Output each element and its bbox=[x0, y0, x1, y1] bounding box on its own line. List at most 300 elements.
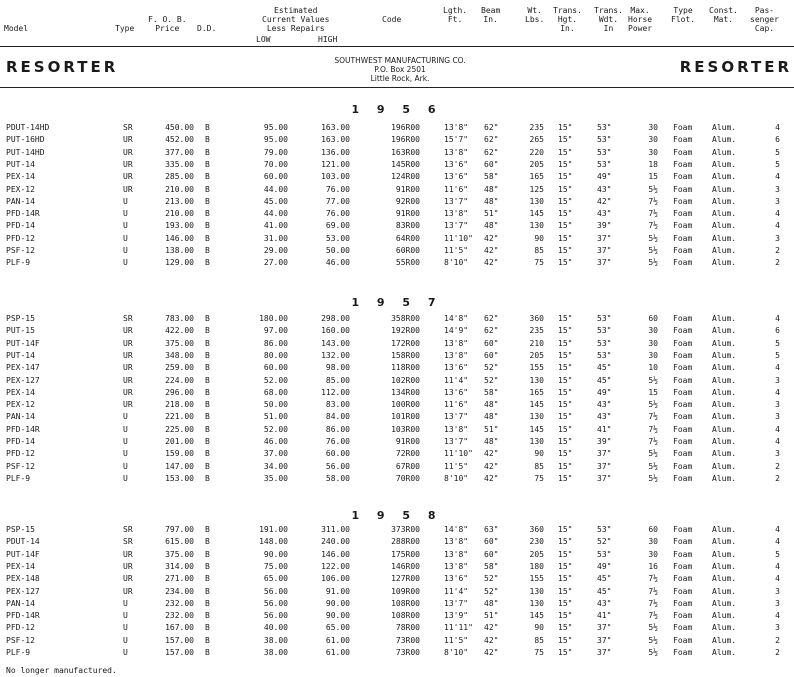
cell-cap: 3 bbox=[775, 598, 780, 608]
cell-trw: 37" bbox=[597, 233, 612, 243]
cell-hp: 5½ bbox=[648, 233, 658, 243]
cell-high: 53.00 bbox=[325, 233, 350, 243]
cell-dd: B bbox=[205, 635, 210, 645]
cell-trh: 15" bbox=[558, 598, 573, 608]
cell-type: U bbox=[123, 449, 128, 459]
cell-mat: Alum. bbox=[712, 400, 737, 410]
cell-trw: 53" bbox=[597, 326, 612, 336]
cell-price: 348.00 bbox=[165, 350, 194, 360]
cell-mat: Alum. bbox=[712, 258, 737, 268]
cell-trw: 37" bbox=[597, 258, 612, 268]
cell-price: 153.00 bbox=[165, 473, 194, 483]
cell-price: 335.00 bbox=[165, 159, 194, 169]
cell-lgth: 11'5" bbox=[444, 246, 469, 255]
cell-wt: 130 bbox=[529, 221, 544, 231]
cell-code: 108R00 bbox=[391, 598, 420, 608]
cell-dd: B bbox=[205, 561, 210, 571]
cell-type: UR bbox=[123, 326, 133, 336]
cell-type: U bbox=[123, 246, 128, 255]
header-high: HIGH bbox=[318, 35, 338, 44]
cell-flot: Foam bbox=[673, 437, 693, 446]
cell-low: 34.00 bbox=[263, 461, 288, 471]
cell-mat: Alum. bbox=[712, 172, 737, 182]
cell-dd: B bbox=[205, 586, 210, 596]
cell-trh: 15" bbox=[558, 123, 573, 132]
cell-hp: 5½ bbox=[648, 461, 658, 471]
cell-mat: Alum. bbox=[712, 209, 737, 219]
cell-beam: 62" bbox=[484, 147, 499, 157]
cell-lgth: 13'8" bbox=[444, 350, 469, 360]
cell-beam: 42" bbox=[484, 233, 499, 243]
cell-trh: 15" bbox=[558, 135, 573, 145]
cell-high: 112.00 bbox=[321, 387, 350, 397]
cell-dd: B bbox=[205, 350, 210, 360]
cell-cap: 5 bbox=[775, 549, 780, 559]
cell-wt: 85 bbox=[534, 246, 544, 255]
cell-low: 44.00 bbox=[263, 209, 288, 219]
cell-trw: 45" bbox=[597, 363, 612, 373]
table-row bbox=[0, 399, 794, 411]
cell-high: 146.00 bbox=[321, 549, 350, 559]
cell-beam: 62" bbox=[484, 326, 499, 336]
cell-flot: Foam bbox=[673, 135, 693, 145]
cell-cap: 4 bbox=[775, 363, 780, 373]
cell-price: 375.00 bbox=[165, 338, 194, 348]
table-row bbox=[0, 313, 794, 325]
cell-cap: 3 bbox=[775, 375, 780, 385]
cell-trh: 15" bbox=[558, 623, 573, 633]
cell-price: 375.00 bbox=[165, 549, 194, 559]
cell-trw: 37" bbox=[597, 449, 612, 459]
cell-high: 103.00 bbox=[321, 172, 350, 182]
cell-trh: 15" bbox=[558, 461, 573, 471]
table-row bbox=[0, 147, 794, 159]
cell-code: 127R00 bbox=[391, 574, 420, 584]
cell-cap: 2 bbox=[775, 258, 780, 268]
cell-lgth: 13'8" bbox=[444, 123, 469, 132]
cell-cap: 4 bbox=[775, 424, 780, 434]
cell-trh: 15" bbox=[558, 635, 573, 645]
cell-wt: 90 bbox=[534, 233, 544, 243]
cell-wt: 230 bbox=[529, 537, 544, 547]
cell-model: PEX-147 bbox=[6, 363, 40, 373]
cell-cap: 2 bbox=[775, 473, 780, 483]
cell-high: 60.00 bbox=[325, 449, 350, 459]
cell-price: 422.00 bbox=[165, 326, 194, 336]
cell-flot: Foam bbox=[673, 424, 693, 434]
cell-mat: Alum. bbox=[712, 424, 737, 434]
cell-type: UR bbox=[123, 338, 133, 348]
cell-beam: 62" bbox=[484, 314, 499, 323]
cell-cap: 4 bbox=[775, 172, 780, 182]
header-type: Type bbox=[115, 24, 135, 33]
cell-lgth: 11'5" bbox=[444, 635, 469, 645]
cell-code: 55R00 bbox=[395, 258, 420, 268]
cell-trw: 37" bbox=[597, 461, 612, 471]
cell-high: 122.00 bbox=[321, 561, 350, 571]
cell-price: 157.00 bbox=[165, 648, 194, 657]
cell-wt: 145 bbox=[529, 400, 544, 410]
cell-model: PEX-14 bbox=[6, 172, 35, 182]
cell-trh: 15" bbox=[558, 326, 573, 336]
cell-low: 60.00 bbox=[263, 363, 288, 373]
cell-model: PFD-14R bbox=[6, 611, 40, 621]
cell-price: 296.00 bbox=[165, 387, 194, 397]
cell-beam: 42" bbox=[484, 246, 499, 255]
cell-beam: 51" bbox=[484, 209, 499, 219]
cell-low: 65.00 bbox=[263, 574, 288, 584]
cell-low: 35.00 bbox=[263, 473, 288, 483]
year-heading: 1 9 5 7 bbox=[351, 296, 443, 309]
cell-high: 56.00 bbox=[325, 461, 350, 471]
cell-model: PFD-12 bbox=[6, 449, 35, 459]
cell-cap: 4 bbox=[775, 221, 780, 231]
cell-hp: 15 bbox=[648, 387, 658, 397]
cell-high: 76.00 bbox=[325, 437, 350, 446]
cell-high: 136.00 bbox=[321, 147, 350, 157]
cell-beam: 52" bbox=[484, 586, 499, 596]
cell-mat: Alum. bbox=[712, 611, 737, 621]
cell-beam: 42" bbox=[484, 473, 499, 483]
cell-type: UR bbox=[123, 350, 133, 360]
table-row bbox=[0, 134, 794, 146]
cell-trw: 39" bbox=[597, 437, 612, 446]
cell-model: PEX-127 bbox=[6, 586, 40, 596]
cell-flot: Foam bbox=[673, 172, 693, 182]
cell-high: 298.00 bbox=[321, 314, 350, 323]
cell-cap: 3 bbox=[775, 233, 780, 243]
cell-low: 44.00 bbox=[263, 184, 288, 194]
cell-type: UR bbox=[123, 387, 133, 397]
cell-trw: 43" bbox=[597, 412, 612, 422]
cell-cap: 4 bbox=[775, 387, 780, 397]
cell-cap: 2 bbox=[775, 648, 780, 657]
cell-price: 201.00 bbox=[165, 437, 194, 446]
cell-mat: Alum. bbox=[712, 537, 737, 547]
cell-code: 124R00 bbox=[391, 172, 420, 182]
cell-model: PSF-12 bbox=[6, 461, 35, 471]
cell-trw: 43" bbox=[597, 184, 612, 194]
cell-mat: Alum. bbox=[712, 147, 737, 157]
cell-code: 91R00 bbox=[395, 184, 420, 194]
cell-beam: 42" bbox=[484, 461, 499, 471]
cell-model: PEX-14 bbox=[6, 561, 35, 571]
cell-trh: 15" bbox=[558, 574, 573, 584]
cell-lgth: 13'8" bbox=[444, 561, 469, 571]
cell-code: 70R00 bbox=[395, 473, 420, 483]
cell-model: PUT-14F bbox=[6, 338, 40, 348]
cell-beam: 42" bbox=[484, 635, 499, 645]
cell-high: 132.00 bbox=[321, 350, 350, 360]
cell-model: PUT-14HD bbox=[6, 147, 45, 157]
cell-model: PFD-14 bbox=[6, 437, 35, 446]
cell-flot: Foam bbox=[673, 209, 693, 219]
cell-trw: 53" bbox=[597, 123, 612, 132]
cell-beam: 42" bbox=[484, 449, 499, 459]
cell-price: 797.00 bbox=[165, 525, 194, 534]
cell-lgth: 13'7" bbox=[444, 196, 469, 206]
cell-mat: Alum. bbox=[712, 246, 737, 255]
cell-beam: 51" bbox=[484, 424, 499, 434]
cell-lgth: 15'7" bbox=[444, 135, 469, 145]
cell-model: PUT-16HD bbox=[6, 135, 45, 145]
cell-low: 56.00 bbox=[263, 586, 288, 596]
cell-code: 118R00 bbox=[391, 363, 420, 373]
cell-mat: Alum. bbox=[712, 363, 737, 373]
cell-hp: 7½ bbox=[648, 437, 658, 446]
cell-wt: 360 bbox=[529, 525, 544, 534]
cell-model: PUT-15 bbox=[6, 326, 35, 336]
cell-code: 92R00 bbox=[395, 196, 420, 206]
cell-mat: Alum. bbox=[712, 549, 737, 559]
cell-wt: 265 bbox=[529, 135, 544, 145]
cell-wt: 85 bbox=[534, 461, 544, 471]
table-row bbox=[0, 561, 794, 573]
cell-flot: Foam bbox=[673, 537, 693, 547]
cell-model: PAN-14 bbox=[6, 598, 35, 608]
cell-trh: 15" bbox=[558, 338, 573, 348]
cell-lgth: 13'6" bbox=[444, 159, 469, 169]
cell-trw: 53" bbox=[597, 525, 612, 534]
cell-low: 51.00 bbox=[263, 412, 288, 422]
cell-trw: 37" bbox=[597, 473, 612, 483]
cell-hp: 60 bbox=[648, 525, 658, 534]
cell-price: 218.00 bbox=[165, 400, 194, 410]
cell-high: 69.00 bbox=[325, 221, 350, 231]
cell-code: 67R00 bbox=[395, 461, 420, 471]
cell-type: U bbox=[123, 598, 128, 608]
cell-type: UR bbox=[123, 561, 133, 571]
cell-beam: 52" bbox=[484, 375, 499, 385]
cell-code: 158R00 bbox=[391, 350, 420, 360]
cell-high: 76.00 bbox=[325, 184, 350, 194]
table-row bbox=[0, 233, 794, 245]
cell-lgth: 13'8" bbox=[444, 549, 469, 559]
cell-flot: Foam bbox=[673, 326, 693, 336]
header-fob-price: F. O. B. Price bbox=[148, 15, 187, 33]
company-city: Little Rock, Ark. bbox=[370, 74, 430, 83]
cell-lgth: 13'8" bbox=[444, 537, 469, 547]
cell-hp: 5½ bbox=[648, 258, 658, 268]
cell-flot: Foam bbox=[673, 648, 693, 657]
cell-trw: 45" bbox=[597, 574, 612, 584]
cell-wt: 155 bbox=[529, 574, 544, 584]
cell-dd: B bbox=[205, 246, 210, 255]
header-model: Model bbox=[4, 24, 29, 33]
cell-beam: 42" bbox=[484, 648, 499, 657]
header-code: Code bbox=[382, 15, 402, 24]
cell-beam: 58" bbox=[484, 387, 499, 397]
cell-trw: 41" bbox=[597, 424, 612, 434]
cell-model: PSP-15 bbox=[6, 525, 35, 534]
cell-flot: Foam bbox=[673, 196, 693, 206]
cell-high: 160.00 bbox=[321, 326, 350, 336]
cell-type: U bbox=[123, 412, 128, 422]
cell-mat: Alum. bbox=[712, 233, 737, 243]
cell-high: 163.00 bbox=[321, 135, 350, 145]
cell-flot: Foam bbox=[673, 123, 693, 132]
cell-lgth: 14'9" bbox=[444, 326, 469, 336]
cell-dd: B bbox=[205, 338, 210, 348]
table-row bbox=[0, 325, 794, 337]
cell-code: 64R00 bbox=[395, 233, 420, 243]
cell-code: 73R00 bbox=[395, 648, 420, 657]
cell-model: PEX-148 bbox=[6, 574, 40, 584]
cell-hp: 5½ bbox=[648, 246, 658, 255]
cell-flot: Foam bbox=[673, 147, 693, 157]
cell-high: 163.00 bbox=[321, 123, 350, 132]
cell-trh: 15" bbox=[558, 147, 573, 157]
cell-type: U bbox=[123, 473, 128, 483]
header-beam: Beam In. bbox=[481, 6, 501, 24]
cell-type: UR bbox=[123, 184, 133, 194]
table-row bbox=[0, 610, 794, 622]
cell-trw: 53" bbox=[597, 549, 612, 559]
cell-low: 90.00 bbox=[263, 549, 288, 559]
cell-model: PFD-12 bbox=[6, 233, 35, 243]
cell-code: 91R00 bbox=[395, 209, 420, 219]
cell-low: 52.00 bbox=[263, 375, 288, 385]
table-row bbox=[0, 549, 794, 561]
cell-beam: 48" bbox=[484, 221, 499, 231]
cell-flot: Foam bbox=[673, 233, 693, 243]
cell-code: 146R00 bbox=[391, 561, 420, 571]
cell-hp: 5½ bbox=[648, 184, 658, 194]
cell-trh: 15" bbox=[558, 611, 573, 621]
cell-lgth: 13'7" bbox=[444, 598, 469, 608]
table-row bbox=[0, 461, 794, 473]
cell-hp: 10 bbox=[648, 363, 658, 373]
cell-low: 95.00 bbox=[263, 135, 288, 145]
table-row bbox=[0, 196, 794, 208]
year-heading: 1 9 5 6 bbox=[351, 103, 443, 116]
cell-type: UR bbox=[123, 400, 133, 410]
table-row bbox=[0, 573, 794, 585]
cell-hp: 30 bbox=[648, 147, 658, 157]
cell-trw: 49" bbox=[597, 172, 612, 182]
cell-dd: B bbox=[205, 611, 210, 621]
cell-lgth: 8'10" bbox=[444, 648, 469, 657]
cell-type: U bbox=[123, 424, 128, 434]
cell-trh: 15" bbox=[558, 648, 573, 657]
cell-code: 172R00 bbox=[391, 338, 420, 348]
cell-model: PDUT-14HD bbox=[6, 123, 50, 132]
cell-price: 157.00 bbox=[165, 635, 194, 645]
cell-type: U bbox=[123, 221, 128, 231]
cell-code: 73R00 bbox=[395, 635, 420, 645]
cell-dd: B bbox=[205, 159, 210, 169]
cell-model: PEX-14 bbox=[6, 387, 35, 397]
banner-divider bbox=[0, 87, 794, 88]
cell-cap: 5 bbox=[775, 350, 780, 360]
cell-trw: 53" bbox=[597, 159, 612, 169]
cell-cap: 3 bbox=[775, 412, 780, 422]
cell-mat: Alum. bbox=[712, 574, 737, 584]
cell-flot: Foam bbox=[673, 598, 693, 608]
cell-wt: 75 bbox=[534, 473, 544, 483]
cell-mat: Alum. bbox=[712, 338, 737, 348]
header-max-hp: Max. Horse Power bbox=[628, 6, 653, 33]
cell-low: 60.00 bbox=[263, 172, 288, 182]
cell-model: PFD-14 bbox=[6, 221, 35, 231]
cell-mat: Alum. bbox=[712, 375, 737, 385]
cell-trh: 15" bbox=[558, 314, 573, 323]
cell-high: 58.00 bbox=[325, 473, 350, 483]
table-row bbox=[0, 635, 794, 647]
cell-trh: 15" bbox=[558, 424, 573, 434]
cell-high: 76.00 bbox=[325, 209, 350, 219]
cell-flot: Foam bbox=[673, 461, 693, 471]
cell-dd: B bbox=[205, 123, 210, 132]
cell-wt: 360 bbox=[529, 314, 544, 323]
cell-mat: Alum. bbox=[712, 196, 737, 206]
cell-type: UR bbox=[123, 147, 133, 157]
cell-model: PLF-9 bbox=[6, 258, 31, 268]
cell-code: 78R00 bbox=[395, 623, 420, 633]
cell-flot: Foam bbox=[673, 338, 693, 348]
cell-mat: Alum. bbox=[712, 449, 737, 459]
brand-left: RESORTER bbox=[6, 58, 119, 76]
cell-dd: B bbox=[205, 400, 210, 410]
cell-trw: 37" bbox=[597, 635, 612, 645]
cell-model: PSF-12 bbox=[6, 246, 35, 255]
cell-hp: 7½ bbox=[648, 209, 658, 219]
cell-trw: 53" bbox=[597, 135, 612, 145]
cell-hp: 7½ bbox=[648, 586, 658, 596]
cell-high: 90.00 bbox=[325, 611, 350, 621]
cell-beam: 48" bbox=[484, 400, 499, 410]
cell-beam: 48" bbox=[484, 412, 499, 422]
cell-flot: Foam bbox=[673, 375, 693, 385]
cell-mat: Alum. bbox=[712, 387, 737, 397]
cell-wt: 155 bbox=[529, 363, 544, 373]
cell-price: 285.00 bbox=[165, 172, 194, 182]
cell-mat: Alum. bbox=[712, 221, 737, 231]
cell-type: UR bbox=[123, 172, 133, 182]
cell-wt: 205 bbox=[529, 350, 544, 360]
cell-high: 86.00 bbox=[325, 424, 350, 434]
cell-cap: 5 bbox=[775, 159, 780, 169]
cell-low: 56.00 bbox=[263, 598, 288, 608]
table-row bbox=[0, 424, 794, 436]
cell-wt: 180 bbox=[529, 561, 544, 571]
cell-cap: 4 bbox=[775, 537, 780, 547]
cell-cap: 3 bbox=[775, 623, 780, 633]
company-name: SOUTHWEST MANUFACTURING CO. bbox=[334, 56, 466, 65]
cell-low: 40.00 bbox=[263, 623, 288, 633]
header-flotation: Type Flot. bbox=[671, 6, 696, 24]
cell-low: 46.00 bbox=[263, 437, 288, 446]
table-row bbox=[0, 387, 794, 399]
cell-low: 29.00 bbox=[263, 246, 288, 255]
cell-flot: Foam bbox=[673, 184, 693, 194]
cell-type: UR bbox=[123, 574, 133, 584]
cell-flot: Foam bbox=[673, 363, 693, 373]
cell-high: 106.00 bbox=[321, 574, 350, 584]
cell-trw: 42" bbox=[597, 196, 612, 206]
cell-high: 61.00 bbox=[325, 635, 350, 645]
cell-high: 46.00 bbox=[325, 258, 350, 268]
cell-high: 65.00 bbox=[325, 623, 350, 633]
cell-trh: 15" bbox=[558, 350, 573, 360]
cell-hp: 7½ bbox=[648, 196, 658, 206]
cell-dd: B bbox=[205, 648, 210, 657]
cell-hp: 5½ bbox=[648, 375, 658, 385]
cell-lgth: 11'4" bbox=[444, 586, 469, 596]
cell-price: 147.00 bbox=[165, 461, 194, 471]
cell-dd: B bbox=[205, 549, 210, 559]
table-row bbox=[0, 257, 794, 269]
